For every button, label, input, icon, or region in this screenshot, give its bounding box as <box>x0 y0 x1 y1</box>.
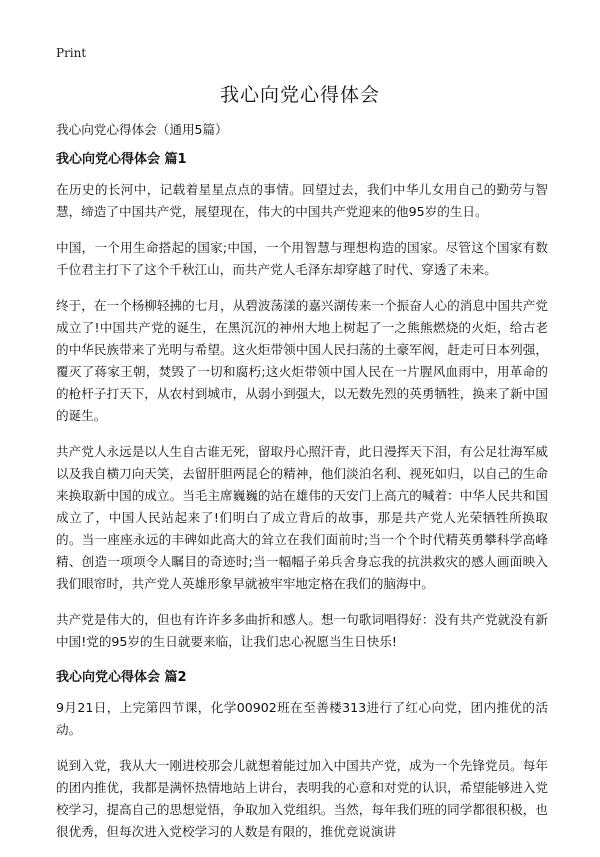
paragraph: 共产党人永远是以人生自古谁无死，留取丹心照汗青，此日漫挥天下泪，有公足壮海军威以及我自横刀向天笑，去留肝胆两昆仑的精神，他们淡泊名利、视死如归，以自己的生命来换取新中国的成立。当毛主席巍巍的站在雄伟的天安门上高亢的喊着：中华人民共和国成立了，中国人民站起来了!们明白了成立背后的故事，那是共产党人光荣牺牲所换取的。当一座座永远的丰碑如此高大的耸立在我们面前时;当一个个时代精英勇攀科学高峰精、创造一项项令人瞩目的奇迹时;当一幅幅子弟兵舍身忘我的抗洪救灾的感人画面映入我们眼帘时，共产党人英雄形象早就被牢牢地定格在我们的脑海中。 <box>56 444 548 591</box>
paragraph: 说到入党，我从大一刚进校那会儿就想着能过加入中国共产党，成为一个先锋党员。每年的团内推优，我都是满怀热情地站上讲台，表明我的心意和对党的认识，希望能够进入党校学习，提高自己的思想觉悟，争取加入党组织。当然，每年我们班的同学都很积极，也很优秀，但每次进入党校学习的人数是有限的，推优竞说演讲 <box>56 758 548 839</box>
paragraph: 在历史的长河中，记载着星星点点的事情。回望过去，我们中华儿女用自己的勤劳与智慧，缔造了中国共产党，展望现在，伟大的中国共产党迎来的他95岁的生日。 <box>56 182 548 219</box>
document-body <box>56 119 548 857</box>
paragraph: 终于，在一个杨柳轻拂的七月，从碧波荡漾的嘉兴湖传来一个振奋人心的消息中国共产党成立了!中国共产党的诞生，在黑沉沉的神州大地上树起了一之熊熊燃烧的火炬，给古老的中华民族带来了光明与希望。这火炬带领中国人民扫荡的土豪军阀，赶走可日本列强，覆灭了蒋家王朝，焚毁了一切和腐朽;这火炬带领中国人民在一片腥风血雨中，用革命的的枪杆子打天下，从农村到城市，从弱小到强大，以无数先烈的英勇牺牲，换来了新中国的诞生。 <box>56 298 548 423</box>
section-heading: 我心向党心得体会 篇1 <box>56 152 187 167</box>
paragraph: 中国，一个用生命搭起的国家;中国，一个用智慧与理想构造的国家。尽管这个国家有数千位君主打下了这个千秋江山，而共产党人毛泽东却穿越了时代、穿透了未来。 <box>56 240 548 277</box>
paragraph: 共产党是伟大的，但也有许许多多曲折和感人。想一句歌词唱得好：没有共产党就没有新中国!党的95岁的生日就要来临，让我们忠心祝愿当生日快乐! <box>56 612 548 649</box>
print-link[interactable]: Print <box>56 46 87 60</box>
paragraph: 9月21日，上完第四节课，化学00902班在至善楼313进行了红心向党，团内推优的活动。 <box>56 700 548 737</box>
page-title: 我心向党心得体会 <box>219 84 380 106</box>
section-2 <box>56 667 548 843</box>
section-1 <box>56 149 548 653</box>
document-subtitle: 我心向党心得体会（通用5篇） <box>56 122 228 137</box>
section-heading: 我心向党心得体会 篇2 <box>56 670 187 685</box>
